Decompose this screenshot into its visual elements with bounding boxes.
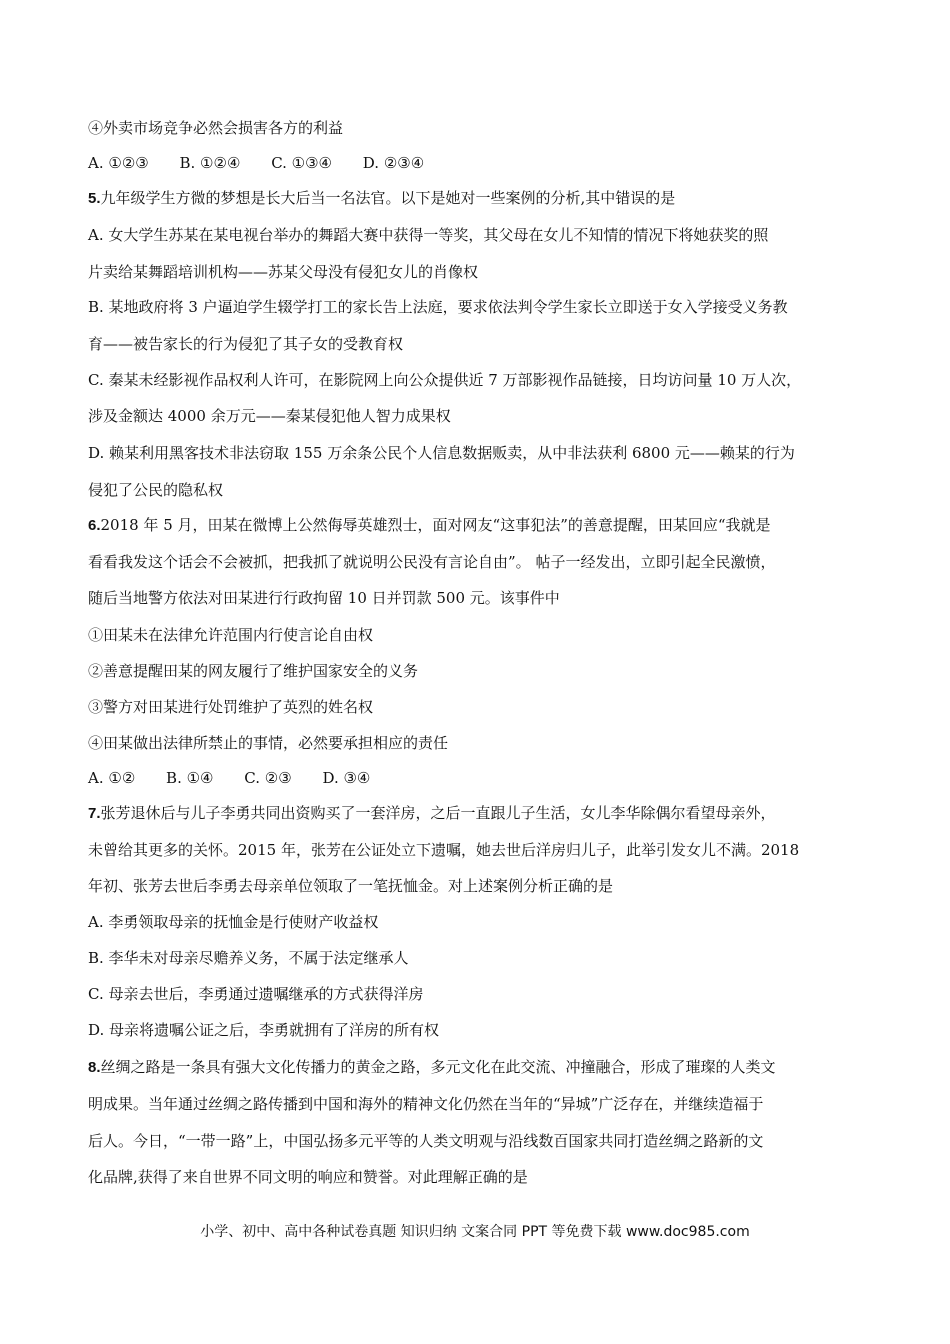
q5-option-c-line1: C. 秦某未经影视作品权利人许可，在影院网上向公众提供近 7 万部影视作品链接，日均访问量 10 万人次， <box>88 371 802 389</box>
q4-option-a: A. ①②③ <box>88 154 149 172</box>
q5-option-a-line1: A. 女大学生苏某在某电视台举办的舞蹈大赛中获得一等奖，其父母在女儿不知情的情况下将她获奖的照 <box>88 226 769 244</box>
q8-stem-line2: 明成果。当年通过丝绸之路传播到中国和海外的精神文化仍然在当年的“异城”广泛存在，并继续造福于 <box>88 1095 764 1113</box>
q5-number: 5. <box>88 190 101 207</box>
q6-number: 6. <box>88 517 101 534</box>
q6-item-1: ①田某未在法律允许范围内行使言论自由权 <box>88 626 374 644</box>
q8-stem-text-1: 丝绸之路是一条具有强大文化传播力的黄金之路，多元文化在此交流、冲撞融合，形成了璀璨的人类文 <box>100 1058 776 1076</box>
q4-options <box>88 153 450 173</box>
q7-stem-text-1: 张芳退休后与儿子李勇共同出资购买了一套洋房，之后一直跟儿子生活，女儿李华除偶尔看望母亲外， <box>100 804 776 822</box>
q8-stem-line3: 后人。今日，“一带一路”上，中国弘扬多元平等的人类文明观与沿线数百国家共同打造丝绸之路新的文 <box>88 1132 764 1150</box>
q6-stem-text-1: 2018 年 5 月，田某在微博上公然侮辱英雄烈士，面对网友“这事犯法”的善意提醒，田某回应“我就是 <box>100 516 771 534</box>
q7-option-d: D. 母亲将遗嘱公证之后，李勇就拥有了洋房的所有权 <box>88 1021 440 1039</box>
q8-number: 8. <box>88 1059 101 1076</box>
q4-option-b: B. ①②④ <box>179 154 241 172</box>
q5-option-b-line2: 育——被告家长的行为侵犯了其子女的受教育权 <box>88 335 404 353</box>
q7-number: 7. <box>88 805 101 822</box>
page-footer: 小学、初中、高中各种试卷真题 知识归纳 文案合同 PPT 等免费下载 www.doc985.com <box>200 1224 750 1240</box>
q6-stem-line1 <box>88 515 771 536</box>
q6-options <box>88 768 396 788</box>
q4-item-4: ④外卖市场竞争必然会损害各方的利益 <box>88 119 344 137</box>
q5-stem-text: 九年级学生方微的梦想是长大后当一名法官。以下是她对一些案例的分析,其中错误的是 <box>100 189 676 207</box>
q7-option-c: C. 母亲去世后，李勇通过遗嘱继承的方式获得洋房 <box>88 985 424 1003</box>
q7-stem-line3: 年初、张芳去世后李勇去母亲单位领取了一笔抚恤金。对上述案例分析正确的是 <box>88 877 614 895</box>
q5-option-d-line1: D. 赖某利用黑客技术非法窃取 155 万余条公民个人信息数据贩卖，从中非法获利 6800 元——赖某的行为 <box>88 444 795 462</box>
q6-stem-line2: 看看我发这个话会不会被抓，把我抓了就说明公民没有言论自由”。 帖子一经发出，立即引起全民激愤， <box>88 553 776 571</box>
q6-stem-line3: 随后当地警方依法对田某进行行政拘留 10 日并罚款 500 元。该事件中 <box>88 589 560 607</box>
q4-option-d: D. ②③④ <box>362 154 425 172</box>
q5-stem <box>88 188 675 209</box>
q8-stem-line1 <box>88 1057 776 1078</box>
q5-option-c-line2: 涉及金额达 4000 余万元——秦某侵犯他人智力成果权 <box>88 407 451 425</box>
q7-stem-line1 <box>88 803 776 824</box>
q8-stem-line4: 化品牌,获得了来自世界不同文明的响应和赞誉。对此理解正确的是 <box>88 1168 528 1186</box>
q5-option-b-line1: B. 某地政府将 3 户逼迫学生辍学打工的家长告上法庭，要求依法判令学生家长立即送于女入学接受义务教 <box>88 298 788 316</box>
q6-item-3: ③警方对田某进行处罚维护了英烈的姓名权 <box>88 698 374 716</box>
q5-option-a-line2: 片卖给某舞蹈培训机构——苏某父母没有侵犯女儿的肖像权 <box>88 263 479 281</box>
q6-option-a: A. ①② <box>88 769 136 787</box>
q7-option-b: B. 李华未对母亲尽赡养义务，不属于法定继承人 <box>88 949 409 967</box>
q6-option-c: C. ②③ <box>244 769 292 787</box>
q7-stem-line2: 未曾给其更多的关怀。2015 年，张芳在公证处立下遗嘱，她去世后洋房归儿子，此举引发女儿不满。2018 <box>88 841 800 859</box>
q6-option-d: D. ③④ <box>322 769 371 787</box>
q7-option-a: A. 李勇领取母亲的抚恤金是行使财产收益权 <box>88 913 379 931</box>
q6-item-2: ②善意提醒田某的网友履行了维护国家安全的义务 <box>88 662 419 680</box>
q6-option-b: B. ①④ <box>166 769 214 787</box>
q4-option-c: C. ①③④ <box>271 154 333 172</box>
q6-item-4: ④田某做出法律所禁止的事情，必然要承担相应的责任 <box>88 734 449 752</box>
q5-option-d-line2: 侵犯了公民的隐私权 <box>88 481 224 499</box>
